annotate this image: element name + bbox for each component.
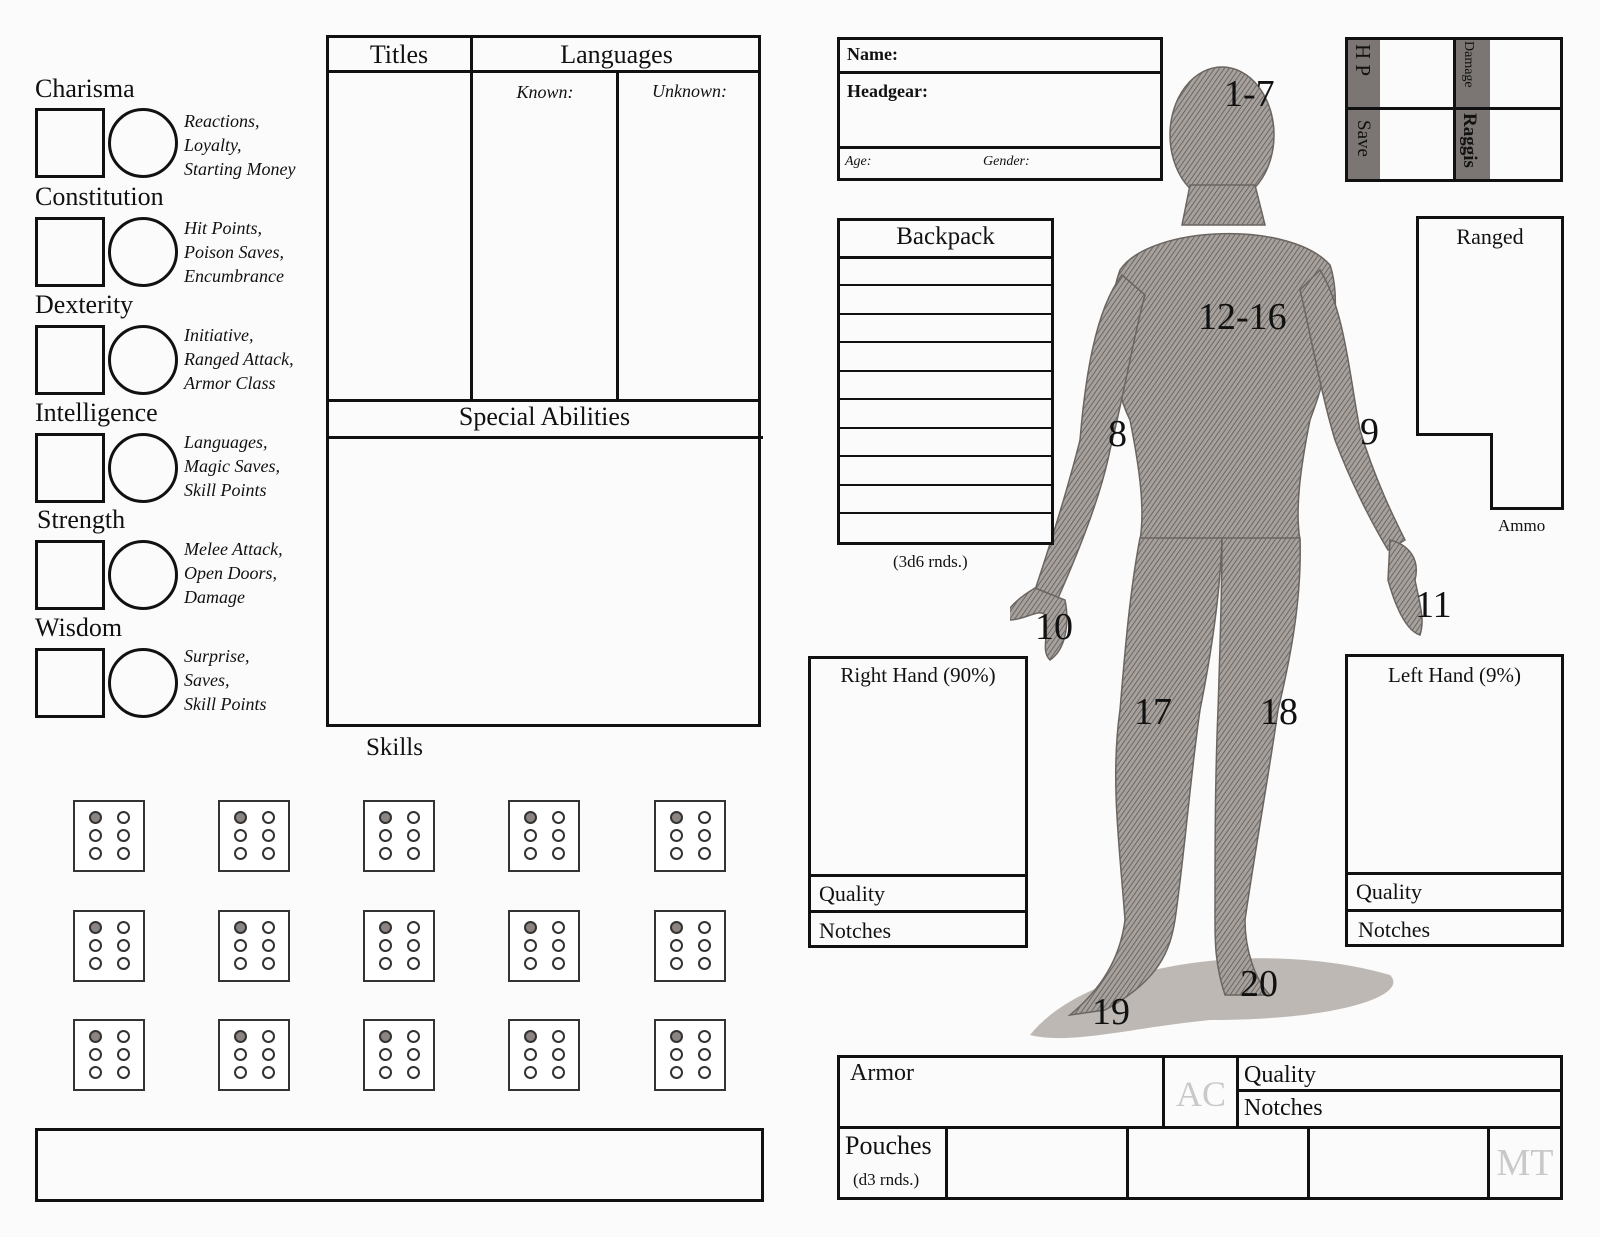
skill-pip-empty[interactable] — [407, 1030, 420, 1043]
age-label: Age: — [845, 154, 872, 169]
skill-pip-empty[interactable] — [117, 939, 130, 952]
wisdom-modifier-circle[interactable] — [108, 648, 178, 718]
left-hand-field[interactable] — [1348, 695, 1561, 871]
ranged-label: Ranged — [1456, 224, 1524, 249]
skill-pip-empty[interactable] — [262, 1030, 275, 1043]
charisma-notes: Reactions, Loyalty, Starting Money — [184, 111, 296, 179]
skill-pip-empty[interactable] — [524, 829, 537, 842]
skill-pip-empty[interactable] — [524, 1048, 537, 1061]
skill-pip-empty[interactable] — [234, 829, 247, 842]
skill-pip-empty[interactable] — [117, 1048, 130, 1061]
skill-pip-empty[interactable] — [698, 939, 711, 952]
skill-pip-empty[interactable] — [379, 1066, 392, 1079]
skill-pip-empty[interactable] — [698, 847, 711, 860]
skill-pip-empty[interactable] — [89, 829, 102, 842]
skill-pip-empty[interactable] — [379, 829, 392, 842]
skill-pip-empty[interactable] — [552, 829, 565, 842]
skill-die-9[interactable] — [508, 910, 580, 982]
attr-name-intelligence: Intelligence — [35, 398, 158, 427]
skill-pip-empty[interactable] — [698, 1048, 711, 1061]
skill-pip-empty[interactable] — [698, 811, 711, 824]
skill-pip-empty[interactable] — [407, 829, 420, 842]
skill-pip-empty[interactable] — [234, 847, 247, 860]
skill-pip-filled[interactable] — [234, 811, 247, 824]
skill-die-2[interactable] — [218, 800, 290, 872]
right-hand-quality-field[interactable] — [900, 878, 1025, 908]
zone-head-label: 1-7 — [1224, 73, 1275, 115]
zone-left-hand-label: 11 — [1415, 584, 1452, 626]
languages-known-label: Known: — [516, 82, 574, 102]
skill-pip-empty[interactable] — [524, 939, 537, 952]
titles-field[interactable] — [328, 73, 468, 398]
mt-label: MT — [1496, 1142, 1554, 1184]
skill-pip-empty[interactable] — [524, 957, 537, 970]
skill-die-1[interactable] — [73, 800, 145, 872]
charisma-score-box[interactable] — [35, 108, 105, 178]
hp-label: H P — [1351, 44, 1375, 77]
skill-pip-empty[interactable] — [552, 847, 565, 860]
skill-pip-empty[interactable] — [407, 1066, 420, 1079]
backpack-note: (3d6 rnds.) — [893, 552, 968, 571]
constitution-score-box[interactable] — [35, 217, 105, 287]
dexterity-notes: Initiative, Ranged Attack, Armor Class — [184, 325, 294, 393]
skill-pip-empty[interactable] — [234, 1048, 247, 1061]
skill-pip-empty[interactable] — [262, 811, 275, 824]
armor-field[interactable] — [940, 1060, 1158, 1122]
zone-right-hand-label: 10 — [1035, 606, 1073, 648]
skill-pip-empty[interactable] — [89, 1048, 102, 1061]
skill-die-6[interactable] — [73, 910, 145, 982]
left-hand-notches-field[interactable] — [1440, 913, 1560, 944]
attr-name-dexterity: Dexterity — [35, 290, 134, 319]
damage-field[interactable] — [1492, 41, 1560, 105]
figure-torso — [1111, 234, 1335, 540]
skill-pip-filled[interactable] — [670, 921, 683, 934]
skill-pip-filled[interactable] — [670, 811, 683, 824]
skill-pip-filled[interactable] — [524, 811, 537, 824]
zone-torso-label: 12-16 — [1198, 296, 1287, 338]
zone-right-arm-label: 8 — [1108, 413, 1127, 455]
skill-pip-empty[interactable] — [379, 1048, 392, 1061]
right-hand-notches-label: Notches — [819, 918, 892, 943]
ac-label: AC — [1175, 1074, 1226, 1114]
strength-modifier-circle[interactable] — [108, 540, 178, 610]
languages-unknown-label: Unknown: — [652, 81, 727, 101]
skill-pip-empty[interactable] — [670, 1048, 683, 1061]
name-label: Name: — [847, 44, 898, 64]
skill-pip-empty[interactable] — [234, 1066, 247, 1079]
right-hand-notches-field[interactable] — [900, 914, 1025, 945]
skill-pip-empty[interactable] — [552, 1030, 565, 1043]
constitution-notes: Hit Points, Poison Saves, Encumbrance — [184, 218, 284, 286]
charisma-modifier-circle[interactable] — [108, 108, 178, 178]
skill-pip-empty[interactable] — [262, 1048, 275, 1061]
right-hand-label: Right Hand (90%) — [840, 663, 996, 687]
raggis-field[interactable] — [1492, 110, 1560, 178]
skill-pip-empty[interactable] — [407, 811, 420, 824]
skill-pip-empty[interactable] — [552, 939, 565, 952]
skill-pip-empty[interactable] — [262, 1066, 275, 1079]
vitals-v-divider — [1453, 37, 1456, 182]
raggis-label: Raggis — [1459, 113, 1480, 168]
pouch-slot-3[interactable] — [1311, 1129, 1485, 1197]
strength-score-box[interactable] — [35, 540, 105, 610]
skill-pip-filled[interactable] — [89, 921, 102, 934]
skill-pip-empty[interactable] — [117, 921, 130, 934]
skill-pip-empty[interactable] — [552, 1048, 565, 1061]
skill-pip-empty[interactable] — [89, 939, 102, 952]
skill-pip-empty[interactable] — [407, 847, 420, 860]
skill-pip-empty[interactable] — [262, 939, 275, 952]
skill-pip-filled[interactable] — [89, 811, 102, 824]
dexterity-modifier-circle[interactable] — [108, 325, 178, 395]
zone-left-foot-label: 20 — [1240, 963, 1278, 1005]
attr-name-strength: Strength — [37, 505, 126, 534]
skill-pip-filled[interactable] — [234, 1030, 247, 1043]
skill-pip-empty[interactable] — [670, 939, 683, 952]
skill-pip-empty[interactable] — [552, 957, 565, 970]
skill-pip-empty[interactable] — [698, 829, 711, 842]
skill-pip-empty[interactable] — [117, 1030, 130, 1043]
attr-name-charisma: Charisma — [35, 74, 135, 103]
left-hand-label: Left Hand (9%) — [1388, 663, 1521, 687]
skill-pip-empty[interactable] — [670, 829, 683, 842]
armor-notches-label: Notches — [1244, 1095, 1323, 1121]
skill-pip-empty[interactable] — [117, 1066, 130, 1079]
skill-pip-filled[interactable] — [379, 1030, 392, 1043]
skill-pip-filled[interactable] — [524, 921, 537, 934]
skill-pip-empty[interactable] — [698, 921, 711, 934]
pouch-slot-2[interactable] — [1130, 1129, 1305, 1197]
skill-pip-empty[interactable] — [117, 847, 130, 860]
skill-pip-empty[interactable] — [117, 957, 130, 970]
attr-name-constitution: Constitution — [35, 182, 164, 211]
skill-pip-empty[interactable] — [552, 921, 565, 934]
armor-label: Armor — [850, 1060, 914, 1086]
zone-left-arm-label: 9 — [1360, 411, 1379, 453]
dexterity-score-box[interactable] — [35, 325, 105, 395]
skill-die-3[interactable] — [363, 800, 435, 872]
skill-pip-empty[interactable] — [698, 1030, 711, 1043]
skill-die-4[interactable] — [508, 800, 580, 872]
skill-pip-empty[interactable] — [379, 847, 392, 860]
skill-pip-empty[interactable] — [234, 939, 247, 952]
figure-left-leg — [1215, 538, 1300, 995]
skill-pip-filled[interactable] — [524, 1030, 537, 1043]
notes-box[interactable] — [35, 1128, 764, 1202]
skill-pip-empty[interactable] — [262, 829, 275, 842]
figure-right-leg — [1070, 538, 1222, 1015]
skill-pip-empty[interactable] — [117, 811, 130, 824]
skill-pip-empty[interactable] — [524, 1066, 537, 1079]
skill-pip-empty[interactable] — [670, 957, 683, 970]
skill-pip-empty[interactable] — [698, 1066, 711, 1079]
zone-right-leg-label: 17 — [1134, 691, 1172, 733]
special-abilities-header: Special Abilities — [458, 402, 631, 431]
intelligence-modifier-circle[interactable] — [108, 433, 178, 503]
attr-name-wisdom: Wisdom — [35, 613, 123, 642]
skill-die-12[interactable] — [218, 1019, 290, 1091]
constitution-modifier-circle[interactable] — [108, 217, 178, 287]
skill-pip-empty[interactable] — [407, 957, 420, 970]
skill-pip-empty[interactable] — [117, 829, 130, 842]
armor-quality-label: Quality — [1244, 1062, 1316, 1088]
left-hand-notches-label: Notches — [1358, 917, 1431, 942]
skill-die-13[interactable] — [363, 1019, 435, 1091]
skill-die-15[interactable] — [654, 1019, 726, 1091]
left-hand-quality-label: Quality — [1356, 879, 1422, 904]
skill-pip-empty[interactable] — [379, 939, 392, 952]
skill-pip-filled[interactable] — [379, 921, 392, 934]
skill-pip-empty[interactable] — [670, 847, 683, 860]
headgear-label: Headgear: — [847, 81, 928, 101]
ammo-box[interactable] — [1490, 433, 1564, 510]
skill-pip-empty[interactable] — [524, 847, 537, 860]
damage-label: Damage — [1461, 41, 1476, 88]
skill-pip-filled[interactable] — [379, 811, 392, 824]
ammo-label: Ammo — [1498, 516, 1546, 535]
right-hand-quality-label: Quality — [819, 881, 885, 906]
intelligence-notes: Languages, Magic Saves, Skill Points — [184, 432, 280, 500]
languages-known-field[interactable] — [474, 100, 614, 398]
known-divider — [616, 70, 619, 401]
figure-shadow — [1030, 958, 1393, 1038]
skill-die-10[interactable] — [654, 910, 726, 982]
languages-header: Languages — [560, 40, 673, 69]
skill-pip-filled[interactable] — [234, 921, 247, 934]
backpack-slots[interactable] — [837, 253, 1054, 542]
pouch-slot-1[interactable] — [949, 1129, 1124, 1197]
skill-pip-empty[interactable] — [670, 1066, 683, 1079]
save-label: Save — [1353, 120, 1374, 157]
special-abilities-field[interactable] — [329, 440, 758, 723]
right-hand-field[interactable] — [811, 695, 1025, 873]
zone-left-leg-label: 18 — [1260, 691, 1298, 733]
pouches-note: (d3 rnds.) — [853, 1170, 920, 1189]
skill-pip-filled[interactable] — [89, 1030, 102, 1043]
skills-header: Skills — [366, 734, 423, 761]
abilities-header-line — [326, 436, 763, 439]
languages-unknown-field[interactable] — [620, 100, 758, 398]
skill-die-5[interactable] — [654, 800, 726, 872]
skill-pip-empty[interactable] — [262, 921, 275, 934]
gender-label: Gender: — [983, 154, 1030, 169]
skill-pip-empty[interactable] — [262, 957, 275, 970]
skill-pip-empty[interactable] — [407, 1048, 420, 1061]
skill-pip-empty[interactable] — [234, 957, 247, 970]
skill-pip-empty[interactable] — [407, 939, 420, 952]
skill-pip-empty[interactable] — [89, 847, 102, 860]
pouches-label: Pouches — [845, 1131, 932, 1160]
skill-pip-empty[interactable] — [89, 957, 102, 970]
skill-pip-empty[interactable] — [552, 1066, 565, 1079]
skill-pip-empty[interactable] — [552, 811, 565, 824]
skill-pip-empty[interactable] — [698, 957, 711, 970]
intelligence-score-box[interactable] — [35, 433, 105, 503]
backpack-title: Backpack — [896, 223, 995, 250]
titles-header: Titles — [369, 40, 429, 69]
skill-pip-empty[interactable] — [379, 957, 392, 970]
skill-pip-filled[interactable] — [670, 1030, 683, 1043]
wisdom-score-box[interactable] — [35, 648, 105, 718]
figure-left-arm — [1300, 270, 1405, 550]
left-hand-quality-field[interactable] — [1440, 876, 1560, 906]
skill-die-14[interactable] — [508, 1019, 580, 1091]
skill-die-7[interactable] — [218, 910, 290, 982]
skill-die-8[interactable] — [363, 910, 435, 982]
strength-notes: Melee Attack, Open Doors, Damage — [184, 539, 283, 607]
wisdom-notes: Surprise, Saves, Skill Points — [184, 646, 267, 714]
skill-pip-empty[interactable] — [89, 1066, 102, 1079]
zone-right-foot-label: 19 — [1092, 991, 1130, 1033]
skill-pip-empty[interactable] — [262, 847, 275, 860]
skill-pip-empty[interactable] — [407, 921, 420, 934]
skill-die-11[interactable] — [73, 1019, 145, 1091]
